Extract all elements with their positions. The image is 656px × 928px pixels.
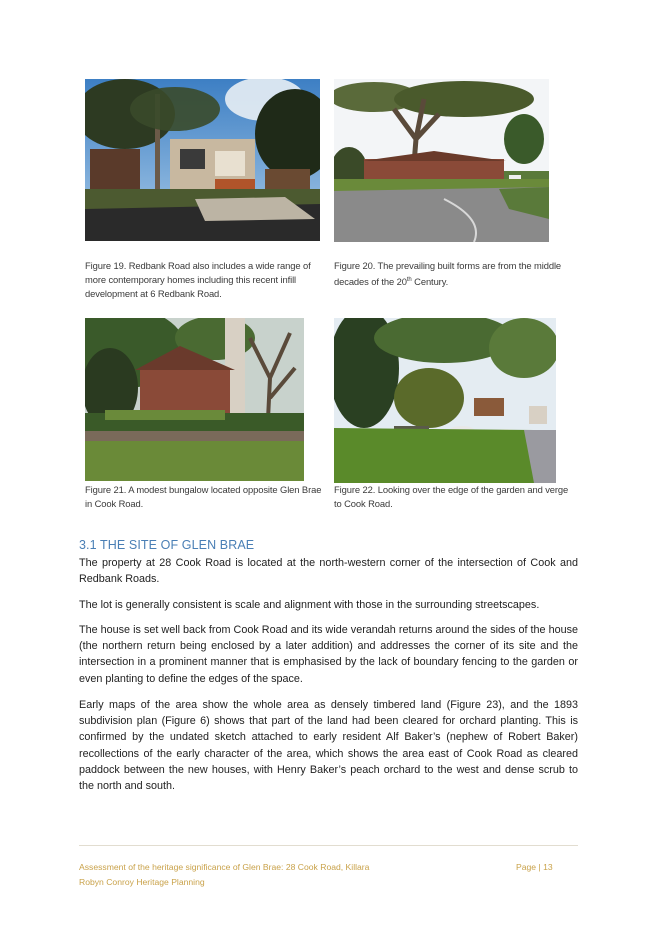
footer-divider — [79, 845, 578, 846]
paragraph-4: Early maps of the area show the whole area as densely timbered land (Figure 23), and the 1893 subdivision plan (Figure 6) shows that part of the land had been cleared for orchard planting. This is confirmed by the undated sketch attached to early resident Alf Baker’s (nephew of Robert Baker) recollections of the early character of the area, which shows the area east of Cook Road as cleared paddock between the new houses, with Henry Baker’s peach orchard to the west and dense scrub to the north and south. — [79, 699, 578, 793]
paragraph-1: The property at 28 Cook Road is located at the north-western corner of the intersection of Cook and Redbank Roads. — [79, 557, 578, 586]
figure-20-photo — [334, 79, 549, 242]
page-number: Page | 13 — [516, 862, 553, 872]
footer-title: Assessment of the heritage significance of Glen Brae: 28 Cook Road, Killara — [79, 862, 370, 872]
footer-author: Robyn Conroy Heritage Planning — [79, 877, 205, 887]
paragraph-2: The lot is generally consistent is scale and alignment with those in the surrounding streetscapes. — [79, 599, 540, 611]
figure-19-photo — [85, 79, 320, 241]
figure-22-caption: Figure 22. Looking over the edge of the garden and verge to Cook Road. — [334, 484, 569, 509]
figure-21-photo — [85, 318, 304, 481]
section-heading: 3.1 THE SITE OF GLEN BRAE — [79, 538, 255, 552]
figure-20-caption — [334, 259, 574, 289]
figure-19-caption: Figure 19. Redbank Road also includes a wide range of more contemporary homes including this recent infill development at 6 Redbank Road. — [85, 260, 311, 299]
figure-22-photo — [334, 318, 556, 483]
figure-20-caption-superscript: th — [406, 277, 412, 283]
figure-21-caption: Figure 21. A modest bungalow located opposite Glen Brae in Cook Road. — [85, 484, 322, 509]
figure-20-caption-text: Figure 20. The prevailing built forms are from the middle decades of the 20 — [334, 260, 562, 288]
figure-20-caption-end: Century. — [411, 276, 449, 288]
paragraph-3: The house is set well back from Cook Road and its wide verandah returns around the sides of the house (the northern return being enclosed by a later addition) and addresses the corner of its site and the intersection in a prominent manner that is emphasised by the lack of boundary fencing to the garden or even planting to define the edges of the space. — [79, 624, 578, 685]
